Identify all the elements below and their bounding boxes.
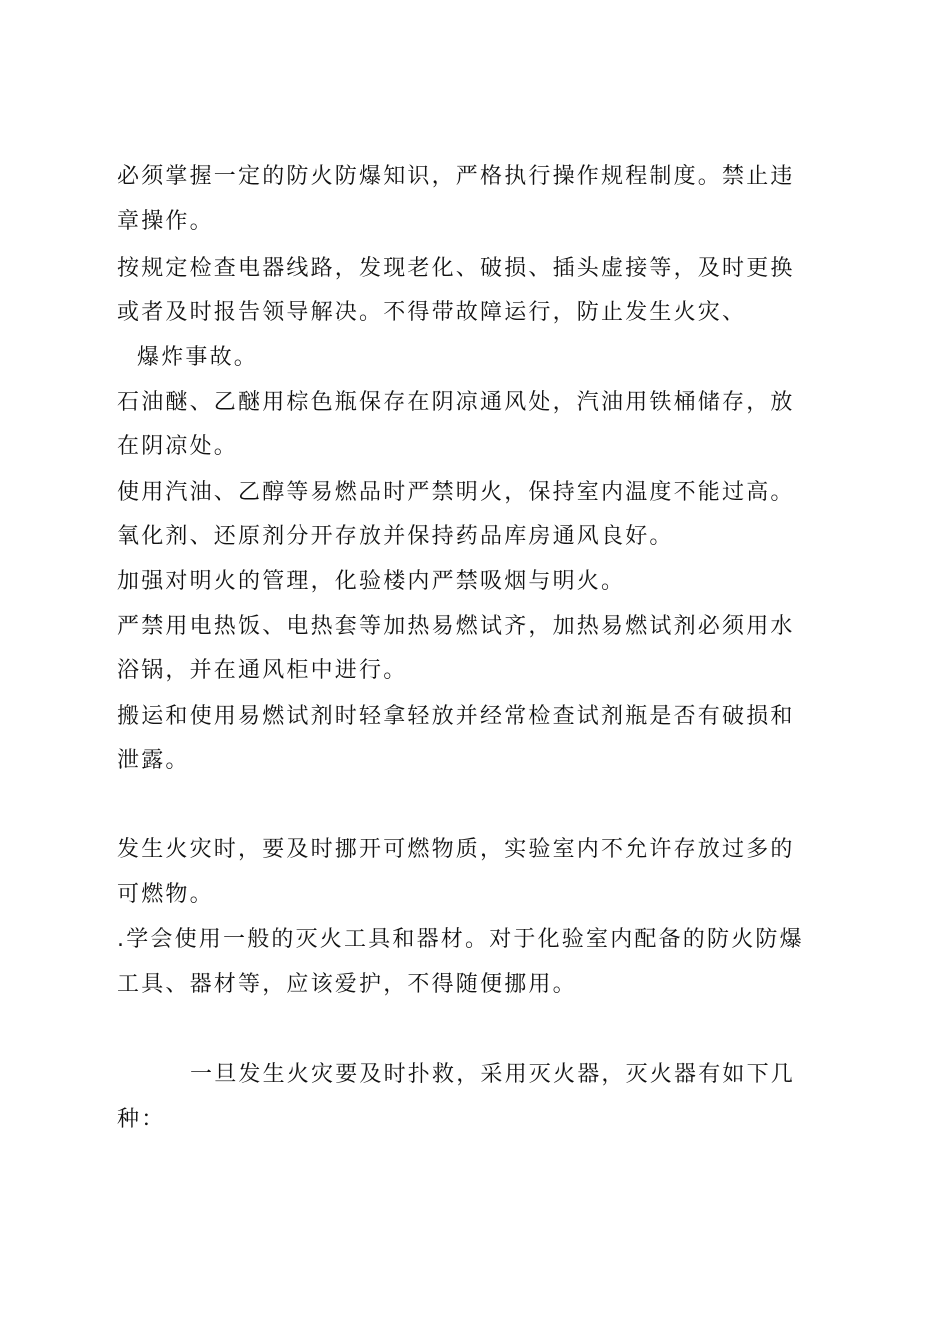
text-line: .学会使用一般的灭火工具和器材。对于化验室内配备的防火防爆 [117, 927, 804, 952]
text-line: 种： [117, 1107, 166, 1132]
text-line: 氧化剂、还原剂分开存放并保持药品库房通风良好。 [117, 524, 674, 549]
text-line: 加强对明火的管理，化验楼内严禁吸烟与明火。 [117, 569, 626, 594]
text-line: 爆炸事故。 [137, 345, 259, 370]
text-line: 浴锅，并在通风柜中进行。 [117, 658, 408, 683]
text-line: 使用汽油、乙醇等易燃品时严禁明火，保持室内温度不能过高。 [117, 480, 795, 505]
text-line: 石油醚、乙醚用棕色瓶保存在阴凉通风处，汽油用铁桶储存，放 [117, 390, 795, 415]
text-line: 按规定检查电器线路，发现老化、破损、插头虚接等，及时更换 [117, 256, 795, 281]
text-line: 搬运和使用易燃试剂时轻拿轻放并经常检查试剂瓶是否有破损和 [117, 704, 795, 729]
text-line: 或者及时报告领导解决。不得带故障运行，防止发生火灾、 [117, 300, 747, 325]
text-line: 泄露。 [117, 748, 190, 773]
text-line: 发生火灾时，要及时挪开可燃物质，实验室内不允许存放过多的 [117, 837, 795, 862]
text-line: 章操作。 [117, 209, 214, 234]
text-line: 一旦发生火灾要及时扑救，采用灭火器，灭火器有如下几 [190, 1062, 796, 1087]
text-line: 在阴凉处。 [117, 434, 239, 459]
text-line: 工具、器材等，应该爱护，不得随便挪用。 [117, 972, 577, 997]
text-line: 可燃物。 [117, 882, 214, 907]
text-line: 严禁用电热饭、电热套等加热易燃试齐，加热易燃试剂必须用水 [117, 614, 795, 639]
text-line: 必须掌握一定的防火防爆知识，严格执行操作规程制度。禁止违 [117, 164, 795, 189]
